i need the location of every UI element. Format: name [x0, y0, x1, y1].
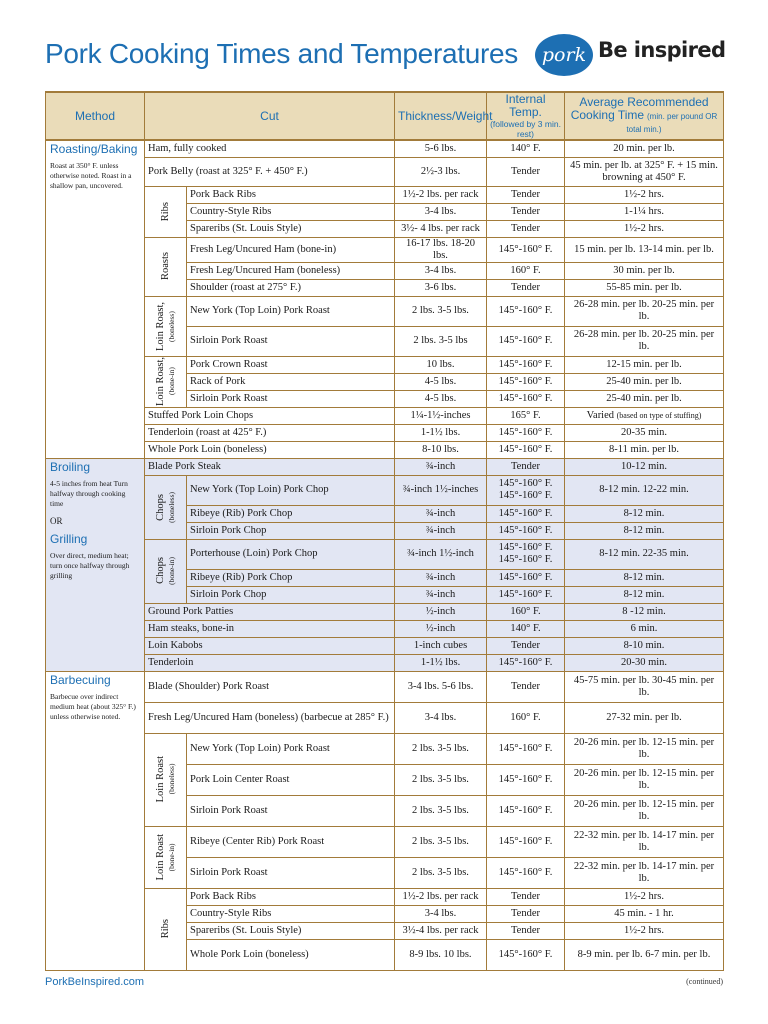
thickness-cell: ¾-inch	[395, 569, 487, 586]
group-label: Roasts	[145, 237, 187, 296]
cut-cell: Country-Style Ribs	[187, 905, 395, 922]
table-row	[46, 458, 724, 475]
temp-cell: 160° F.	[487, 603, 565, 620]
cut-cell: Sirloin Pork Chop	[187, 586, 395, 603]
temp-cell: Tender	[487, 186, 565, 203]
table-row	[46, 826, 724, 857]
cut-cell: Whole Pork Loin (boneless)	[145, 441, 395, 458]
header-cut: Cut	[145, 92, 395, 140]
temp-cell: 140° F.	[487, 140, 565, 157]
method-title-grilling: Grilling	[50, 531, 88, 546]
time-cell: 1-1¼ hrs.	[565, 203, 724, 220]
cut-cell: Pork Crown Roast	[187, 356, 395, 373]
table-row	[46, 888, 724, 905]
temp-cell: Tender	[487, 922, 565, 939]
time-cell: 8-12 min.	[565, 505, 724, 522]
temp-cell: 145°-160° F.	[487, 795, 565, 826]
time-cell: 20 min. per lb.	[565, 140, 724, 157]
time-cell: 8-12 min. 12-22 min.	[565, 475, 724, 505]
time-cell: 26-28 min. per lb. 20-25 min. per lb.	[565, 326, 724, 356]
thickness-cell: 2 lbs. 3-5 lbs.	[395, 296, 487, 326]
temp-cell: Tender	[487, 203, 565, 220]
temp-cell: 160° F.	[487, 262, 565, 279]
temp-cell: 145°-160° F.	[487, 764, 565, 795]
cut-cell: Fresh Leg/Uncured Ham (boneless)	[187, 262, 395, 279]
table-row	[46, 603, 724, 620]
cut-cell: Fresh Leg/Uncured Ham (bone-in)	[187, 237, 395, 262]
thickness-cell: 3-4 lbs.	[395, 702, 487, 733]
logo-tagline: Be inspired	[598, 38, 726, 62]
time-cell: 22-32 min. per lb. 14-17 min. per lb.	[565, 826, 724, 857]
cut-cell: New York (Top Loin) Pork Roast	[187, 733, 395, 764]
time-cell: 12-15 min. per lb.	[565, 356, 724, 373]
cut-cell: Spareribs (St. Louis Style)	[187, 220, 395, 237]
cut-cell: Sirloin Pork Roast	[187, 857, 395, 888]
time-cell: 8-9 min. per lb. 6-7 min. per lb.	[565, 939, 724, 970]
cut-cell: Stuffed Pork Loin Chops	[145, 407, 395, 424]
time-cell: 27-32 min. per lb.	[565, 702, 724, 733]
temp-cell: Tender	[487, 905, 565, 922]
thickness-cell: 1¼-1½-inches	[395, 407, 487, 424]
time-cell: 6 min.	[565, 620, 724, 637]
time-cell: 8-12 min.	[565, 586, 724, 603]
thickness-cell: 1-inch cubes	[395, 637, 487, 654]
time-cell: 22-32 min. per lb. 14-17 min. per lb.	[565, 857, 724, 888]
temp-cell: 160° F.	[487, 702, 565, 733]
header-thickness: Thickness/Weight	[395, 92, 487, 140]
cut-cell: Ribeye (Center Rib) Pork Roast	[187, 826, 395, 857]
table-row	[46, 539, 724, 569]
method-cell-roast	[46, 140, 145, 458]
thickness-cell: 2 lbs. 3-5 lbs.	[395, 826, 487, 857]
table-row	[46, 654, 724, 671]
temp-cell: Tender	[487, 220, 565, 237]
group-label: Loin Roast (boneless)	[145, 733, 187, 826]
method-title: Roasting/Baking	[50, 142, 138, 156]
table-row	[46, 637, 724, 654]
cut-cell: Porterhouse (Loin) Pork Chop	[187, 539, 395, 569]
thickness-cell: 3½-4 lbs. per rack	[395, 922, 487, 939]
cut-cell: Shoulder (roast at 275° F.)	[187, 279, 395, 296]
thickness-cell: 2 lbs. 3-5 lbs.	[395, 764, 487, 795]
cut-cell: Tenderloin (roast at 425° F.)	[145, 424, 395, 441]
group-label: Chops (bone-in)	[145, 539, 187, 603]
thickness-cell: 1-1½ lbs.	[395, 424, 487, 441]
temp-cell: 165° F.	[487, 407, 565, 424]
time-cell: 8-10 min.	[565, 637, 724, 654]
table-row	[46, 424, 724, 441]
thickness-cell: 3-4 lbs.	[395, 203, 487, 220]
time-cell: 26-28 min. per lb. 20-25 min. per lb.	[565, 296, 724, 326]
time-cell: 20-35 min.	[565, 424, 724, 441]
thickness-cell: 2 lbs. 3-5 lbs	[395, 326, 487, 356]
cut-cell: Sirloin Pork Roast	[187, 326, 395, 356]
thickness-cell: ¾-inch	[395, 522, 487, 539]
table-row	[46, 407, 724, 424]
thickness-cell: 10 lbs.	[395, 356, 487, 373]
table-row	[46, 186, 724, 203]
table-row	[46, 475, 724, 505]
table-row	[46, 620, 724, 637]
continued-note: (continued)	[686, 977, 723, 986]
time-cell: 8 -12 min.	[565, 603, 724, 620]
cut-cell: Country-Style Ribs	[187, 203, 395, 220]
time-cell: 55-85 min. per lb.	[565, 279, 724, 296]
time-cell: 1½-2 hrs.	[565, 220, 724, 237]
table-row	[46, 157, 724, 186]
table-row	[46, 356, 724, 373]
cut-cell: Pork Back Ribs	[187, 888, 395, 905]
group-label: Ribs	[145, 888, 187, 970]
method-cell-bbq	[46, 671, 145, 970]
thickness-cell: 3-4 lbs.	[395, 262, 487, 279]
temp-cell: 145°-160° F.	[487, 441, 565, 458]
footer-url: PorkBeInspired.com	[45, 976, 145, 988]
table-row	[46, 671, 724, 702]
temp-cell: 145°-160° F.	[487, 733, 565, 764]
time-cell: 1½-2 hrs.	[565, 888, 724, 905]
table-row	[46, 140, 724, 157]
method-text: Barbecue over indirect medium heat (about 325° F.) unless otherwise noted.	[50, 691, 136, 721]
thickness-cell: 1-1½ lbs.	[395, 654, 487, 671]
table-row	[46, 296, 724, 326]
thickness-cell: ¾-inch	[395, 586, 487, 603]
method-title: Barbecuing	[50, 672, 111, 687]
temp-cell: 145°-160° F.	[487, 522, 565, 539]
group-label: Loin Roast, (boneless)	[145, 296, 187, 356]
thickness-cell: 3-4 lbs.	[395, 905, 487, 922]
time-cell: 20-26 min. per lb. 12-15 min. per lb.	[565, 733, 724, 764]
cut-cell: Ribeye (Rib) Pork Chop	[187, 569, 395, 586]
thickness-cell: 4-5 lbs.	[395, 390, 487, 407]
cut-cell: Fresh Leg/Uncured Ham (boneless) (barbecue at 285° F.)	[145, 702, 395, 733]
method-text-grilling: Over direct, medium heat; turn once halfway through grilling	[50, 550, 130, 580]
temp-cell: 145°-160° F.	[487, 654, 565, 671]
thickness-cell: 3-6 lbs.	[395, 279, 487, 296]
temp-cell: 145°-160° F.	[487, 586, 565, 603]
pork-logo	[535, 32, 735, 80]
time-cell: 45 min. - 1 hr.	[565, 905, 724, 922]
time-cell: 20-30 min.	[565, 654, 724, 671]
thickness-cell: 1½-2 lbs. per rack	[395, 186, 487, 203]
method-or: OR	[50, 515, 63, 526]
temp-cell: 140° F.	[487, 620, 565, 637]
header-time: Average Recommended Cooking Time (min. per pound OR total min.)	[565, 92, 724, 140]
temp-cell: 145°-160° F.	[487, 505, 565, 522]
cut-cell: Tenderloin	[145, 654, 395, 671]
thickness-cell: 2 lbs. 3-5 lbs.	[395, 733, 487, 764]
cut-cell: Loin Kabobs	[145, 637, 395, 654]
temp-cell: 145°-160° F.	[487, 424, 565, 441]
header-temp: Internal Temp. (followed by 3 min. rest)	[487, 92, 565, 140]
method-title: Broiling	[50, 459, 91, 474]
time-cell: 10-12 min.	[565, 458, 724, 475]
method-text: 4-5 inches from heat Turn halfway through cooking time	[50, 478, 128, 508]
table-header-row	[46, 92, 724, 140]
cut-cell: Spareribs (St. Louis Style)	[187, 922, 395, 939]
cut-cell: Ham, fully cooked	[145, 140, 395, 157]
group-label: Loin Roast, (bone-in)	[145, 356, 187, 407]
time-cell: 8-12 min. 22-35 min.	[565, 539, 724, 569]
table-row	[46, 237, 724, 262]
cut-cell: Ham steaks, bone-in	[145, 620, 395, 637]
temp-cell: 145°-160° F. 145°-160° F.	[487, 539, 565, 569]
cut-cell: Pork Belly (roast at 325° F. + 450° F.)	[145, 157, 395, 186]
thickness-cell: 3-4 lbs. 5-6 lbs.	[395, 671, 487, 702]
temp-cell: Tender	[487, 637, 565, 654]
cut-cell: Ground Pork Patties	[145, 603, 395, 620]
time-cell: 1½-2 hrs.	[565, 922, 724, 939]
temp-cell: 145°-160° F.	[487, 390, 565, 407]
time-cell: 1½-2 hrs.	[565, 186, 724, 203]
cut-cell: New York (Top Loin) Pork Roast	[187, 296, 395, 326]
temp-cell: 145°-160° F.	[487, 826, 565, 857]
thickness-cell: 5-6 lbs.	[395, 140, 487, 157]
table-row	[46, 441, 724, 458]
group-label: Chops (boneless)	[145, 475, 187, 539]
thickness-cell: ¾-inch	[395, 458, 487, 475]
temp-cell: Tender	[487, 888, 565, 905]
page-title: Pork Cooking Times and Temperatures	[45, 38, 518, 69]
temp-cell: 145°-160° F.	[487, 296, 565, 326]
thickness-cell: ½-inch	[395, 603, 487, 620]
cut-cell: Rack of Pork	[187, 373, 395, 390]
temp-cell: Tender	[487, 671, 565, 702]
temp-cell: 145°-160° F.	[487, 569, 565, 586]
time-cell: 25-40 min. per lb.	[565, 373, 724, 390]
temp-cell: 145°-160° F.	[487, 857, 565, 888]
temp-cell: Tender	[487, 157, 565, 186]
thickness-cell: 4-5 lbs.	[395, 373, 487, 390]
time-cell: 8-12 min.	[565, 522, 724, 539]
header-method: Method	[46, 92, 145, 140]
thickness-cell: 16-17 lbs. 18-20 lbs.	[395, 237, 487, 262]
thickness-cell: 1½-2 lbs. per rack	[395, 888, 487, 905]
thickness-cell: 2 lbs. 3-5 lbs.	[395, 795, 487, 826]
thickness-cell: ¾-inch 1½-inches	[395, 475, 487, 505]
method-cell-broil	[46, 458, 145, 671]
time-cell: 8-11 min. per lb.	[565, 441, 724, 458]
time-cell: 45-75 min. per lb. 30-45 min. per lb.	[565, 671, 724, 702]
temp-cell: 145°-160° F.	[487, 326, 565, 356]
cut-cell: Pork Back Ribs	[187, 186, 395, 203]
thickness-cell: 8-9 lbs. 10 lbs.	[395, 939, 487, 970]
cut-cell: New York (Top Loin) Pork Chop	[187, 475, 395, 505]
temp-cell: 145°-160° F.	[487, 237, 565, 262]
cut-cell: Sirloin Pork Roast	[187, 795, 395, 826]
time-cell: 30 min. per lb.	[565, 262, 724, 279]
time-cell: 8-12 min.	[565, 569, 724, 586]
temp-cell: 145°-160° F. 145°-160° F.	[487, 475, 565, 505]
thickness-cell: 2 lbs. 3-5 lbs.	[395, 857, 487, 888]
cooking-table	[45, 91, 724, 971]
method-text: Roast at 350° F. unless otherwise noted. Roast in a shallow pan, uncovered.	[50, 161, 132, 190]
cut-cell: Blade (Shoulder) Pork Roast	[145, 671, 395, 702]
cut-cell: Ribeye (Rib) Pork Chop	[187, 505, 395, 522]
thickness-cell: 2½-3 lbs.	[395, 157, 487, 186]
temp-cell: 145°-160° F.	[487, 373, 565, 390]
cut-cell: Sirloin Pork Chop	[187, 522, 395, 539]
temp-cell: 145°-160° F.	[487, 356, 565, 373]
thickness-cell: ¾-inch 1½-inch	[395, 539, 487, 569]
temp-cell: Tender	[487, 279, 565, 296]
thickness-cell: 8-10 lbs.	[395, 441, 487, 458]
cut-cell: Pork Loin Center Roast	[187, 764, 395, 795]
temp-cell: 145°-160° F.	[487, 939, 565, 970]
time-cell: Varied (based on type of stuffing)	[565, 407, 724, 424]
time-cell: 45 min. per lb. at 325° F. + 15 min. browning at 450° F.	[565, 157, 724, 186]
table-row	[46, 733, 724, 764]
cut-cell: Blade Pork Steak	[145, 458, 395, 475]
group-label: Loin Roast (bone-in)	[145, 826, 187, 888]
time-cell: 25-40 min. per lb.	[565, 390, 724, 407]
temp-cell: Tender	[487, 458, 565, 475]
thickness-cell: ¾-inch	[395, 505, 487, 522]
time-cell: 15 min. per lb. 13-14 min. per lb.	[565, 237, 724, 262]
thickness-cell: 3½- 4 lbs. per rack	[395, 220, 487, 237]
pork-logo-mark: pork	[535, 34, 593, 76]
table-row	[46, 702, 724, 733]
time-cell: 20-26 min. per lb. 12-15 min. per lb.	[565, 764, 724, 795]
cut-cell: Sirloin Pork Roast	[187, 390, 395, 407]
time-cell: 20-26 min. per lb. 12-15 min. per lb.	[565, 795, 724, 826]
group-label: Ribs	[145, 186, 187, 237]
cut-cell: Whole Pork Loin (boneless)	[187, 939, 395, 970]
thickness-cell: ½-inch	[395, 620, 487, 637]
